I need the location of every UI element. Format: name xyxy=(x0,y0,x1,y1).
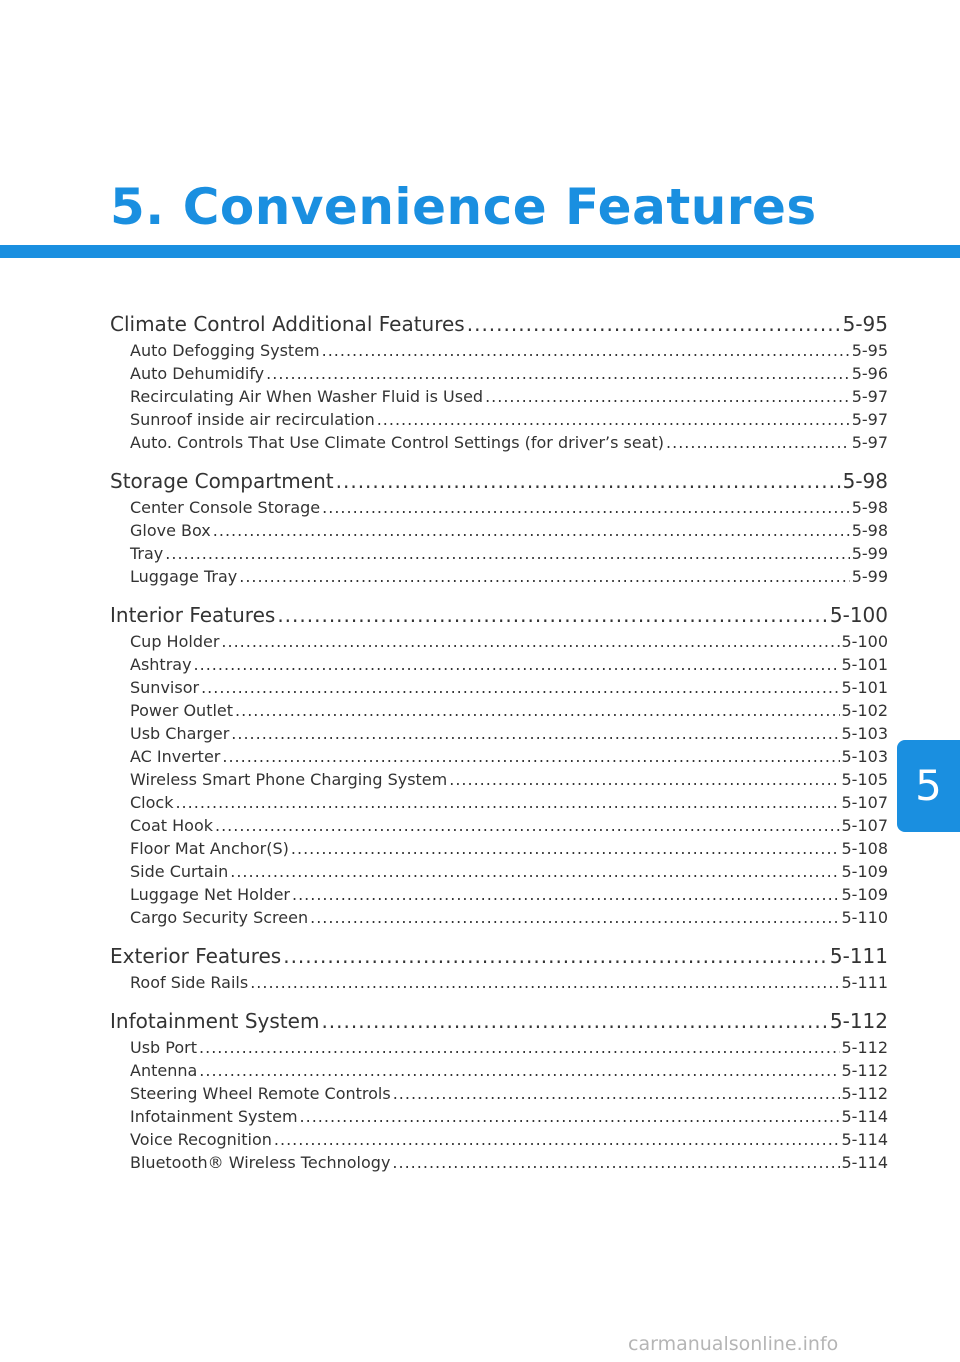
toc-entry-page: 5-114 xyxy=(841,1153,888,1172)
toc-entry-page: 5-98 xyxy=(851,498,888,517)
toc-entry-page: 5-95 xyxy=(851,341,888,360)
toc-leader-dots xyxy=(194,653,840,676)
toc-leader-dots xyxy=(485,385,850,408)
toc-entry-label: Auto Dehumidify xyxy=(130,364,265,383)
toc-leader-dots xyxy=(201,676,839,699)
toc-section-page: 5-98 xyxy=(842,469,888,493)
toc-leader-dots xyxy=(666,431,850,454)
toc-entry[interactable] xyxy=(110,791,888,814)
toc-entry[interactable] xyxy=(110,1128,888,1151)
chapter-title: 5. Convenience Features xyxy=(110,178,817,236)
toc-entry[interactable] xyxy=(110,385,888,408)
toc-entry[interactable] xyxy=(110,906,888,929)
toc-entry-label: Steering Wheel Remote Controls xyxy=(130,1084,391,1103)
toc-entry-page: 5-97 xyxy=(851,387,888,406)
toc-entry-label: Usb Charger xyxy=(130,724,230,743)
toc-entry[interactable] xyxy=(110,630,888,653)
toc-leader-dots xyxy=(165,542,849,565)
toc-entry[interactable] xyxy=(110,814,888,837)
toc-entry-label: Auto. Controls That Use Climate Control Settings (for driver’s seat) xyxy=(130,433,665,452)
toc-entry-page: 5-97 xyxy=(851,410,888,429)
toc-entry[interactable] xyxy=(110,519,888,542)
toc-section xyxy=(110,466,888,588)
toc-leader-dots xyxy=(322,496,850,519)
toc-leader-dots xyxy=(250,971,839,994)
toc-leader-dots xyxy=(393,1082,840,1105)
toc-section xyxy=(110,1006,888,1174)
toc-entry[interactable] xyxy=(110,339,888,362)
toc-entry-label: Luggage Net Holder xyxy=(130,885,290,904)
toc-entry-label: Power Outlet xyxy=(130,701,234,720)
toc-section-title: Exterior Features xyxy=(110,944,282,968)
toc-entry-page: 5-111 xyxy=(841,973,888,992)
toc-entry-label: Tray xyxy=(130,544,164,563)
toc-entry-label: Sunvisor xyxy=(130,678,200,697)
toc-section-heading[interactable] xyxy=(110,1006,888,1036)
toc-leader-dots xyxy=(215,814,840,837)
toc-entry-label: Sunroof inside air recirculation xyxy=(130,410,375,429)
toc-entry-label: Floor Mat Anchor(S) xyxy=(130,839,289,858)
toc-leader-dots xyxy=(449,768,839,791)
toc-entry[interactable] xyxy=(110,745,888,768)
toc-entry-page: 5-112 xyxy=(841,1084,888,1103)
toc-entry-label: Usb Port xyxy=(130,1038,198,1057)
toc-leader-dots xyxy=(266,362,850,385)
toc-section-page: 5-100 xyxy=(829,603,888,627)
toc-entry-page: 5-114 xyxy=(841,1107,888,1126)
toc-leader-dots xyxy=(239,565,849,588)
toc-section-heading[interactable] xyxy=(110,600,888,630)
toc-entry-page: 5-112 xyxy=(841,1038,888,1057)
chapter-tab[interactable]: 5 xyxy=(897,740,960,832)
toc-entry-page: 5-109 xyxy=(841,885,888,904)
toc-leader-dots xyxy=(392,1151,839,1174)
toc-entry-page: 5-101 xyxy=(841,678,888,697)
toc-entry-label: Wireless Smart Phone Charging System xyxy=(130,770,448,789)
toc-entry[interactable] xyxy=(110,883,888,906)
toc-entry-label: Roof Side Rails xyxy=(130,973,249,992)
toc-leader-dots xyxy=(230,860,839,883)
toc-entry-page: 5-103 xyxy=(841,747,888,766)
toc-entry[interactable] xyxy=(110,431,888,454)
toc-entry-label: Ashtray xyxy=(130,655,192,674)
toc-leader-dots xyxy=(377,408,850,431)
toc-section xyxy=(110,600,888,929)
toc-entry[interactable] xyxy=(110,542,888,565)
toc-section-heading[interactable] xyxy=(110,466,888,496)
toc-entry[interactable] xyxy=(110,676,888,699)
toc-leader-dots xyxy=(199,1059,839,1082)
toc-entry-label: AC Inverter xyxy=(130,747,221,766)
toc-entry-page: 5-102 xyxy=(841,701,888,720)
toc-entry[interactable] xyxy=(110,1105,888,1128)
toc-section xyxy=(110,309,888,454)
toc-entry[interactable] xyxy=(110,362,888,385)
toc-entry-label: Luggage Tray xyxy=(130,567,238,586)
toc-entry-page: 5-110 xyxy=(841,908,888,927)
toc-entry[interactable] xyxy=(110,565,888,588)
toc-entry-page: 5-96 xyxy=(851,364,888,383)
toc-entry-label: Auto Defogging System xyxy=(130,341,320,360)
toc-entry[interactable] xyxy=(110,1082,888,1105)
toc-section-title: Infotainment System xyxy=(110,1009,320,1033)
toc-entry-page: 5-108 xyxy=(841,839,888,858)
toc-leader-dots xyxy=(199,1036,839,1059)
toc-entry-page: 5-109 xyxy=(841,862,888,881)
toc-leader-dots xyxy=(277,600,828,630)
toc-entry-page: 5-107 xyxy=(841,816,888,835)
toc-entry-page: 5-107 xyxy=(841,793,888,812)
toc-entry-label: Infotainment System xyxy=(130,1107,298,1126)
toc-entry-label: Cargo Security Screen xyxy=(130,908,309,927)
toc-entry[interactable] xyxy=(110,768,888,791)
toc-entry-page: 5-99 xyxy=(851,544,888,563)
toc-entry-page: 5-112 xyxy=(841,1061,888,1080)
toc-entry[interactable] xyxy=(110,1059,888,1082)
toc-entry-label: Clock xyxy=(130,793,174,812)
toc-leader-dots xyxy=(213,519,850,542)
toc-leader-dots xyxy=(235,699,839,722)
toc-leader-dots xyxy=(221,630,839,653)
toc-section-heading[interactable] xyxy=(110,309,888,339)
toc-entry-page: 5-97 xyxy=(851,433,888,452)
toc-leader-dots xyxy=(310,906,839,929)
toc-entry-label: Glove Box xyxy=(130,521,211,540)
toc-leader-dots xyxy=(292,883,840,906)
toc-entry-label: Coat Hook xyxy=(130,816,213,835)
toc-entry-label: Center Console Storage xyxy=(130,498,321,517)
toc-entry-page: 5-105 xyxy=(841,770,888,789)
table-of-contents xyxy=(110,309,888,1186)
toc-entry[interactable] xyxy=(110,408,888,431)
toc-entry[interactable] xyxy=(110,860,888,883)
toc-entry-page: 5-101 xyxy=(841,655,888,674)
toc-section-heading[interactable] xyxy=(110,941,888,971)
toc-leader-dots xyxy=(231,722,839,745)
toc-entry[interactable] xyxy=(110,722,888,745)
toc-entry[interactable] xyxy=(110,837,888,860)
toc-section-title: Storage Compartment xyxy=(110,469,334,493)
toc-entry-page: 5-98 xyxy=(851,521,888,540)
toc-leader-dots xyxy=(283,941,828,971)
toc-entry-label: Antenna xyxy=(130,1061,198,1080)
toc-entry[interactable] xyxy=(110,699,888,722)
toc-entry[interactable] xyxy=(110,496,888,519)
toc-leader-dots xyxy=(336,466,841,496)
toc-leader-dots xyxy=(291,837,840,860)
toc-leader-dots xyxy=(321,1006,827,1036)
toc-entry-label: Recirculating Air When Washer Fluid is Used xyxy=(130,387,484,406)
toc-entry-label: Side Curtain xyxy=(130,862,229,881)
toc-entry[interactable] xyxy=(110,1151,888,1174)
toc-leader-dots xyxy=(322,339,850,362)
toc-section xyxy=(110,941,888,994)
toc-entry-page: 5-103 xyxy=(841,724,888,743)
watermark: carmanualsonline.info xyxy=(628,1333,839,1355)
toc-entry-label: Bluetooth® Wireless Technology xyxy=(130,1153,391,1172)
toc-leader-dots xyxy=(300,1105,840,1128)
toc-entry-label: Voice Recognition xyxy=(130,1130,272,1149)
toc-section-page: 5-111 xyxy=(829,944,888,968)
title-divider xyxy=(0,245,960,258)
toc-entry-page: 5-100 xyxy=(841,632,888,651)
toc-entry[interactable] xyxy=(110,653,888,676)
toc-entry[interactable] xyxy=(110,971,888,994)
toc-entry-page: 5-99 xyxy=(851,567,888,586)
toc-leader-dots xyxy=(467,309,841,339)
toc-section-title: Interior Features xyxy=(110,603,276,627)
toc-section-page: 5-95 xyxy=(842,312,888,336)
toc-section-title: Climate Control Additional Features xyxy=(110,312,465,336)
toc-leader-dots xyxy=(175,791,839,814)
toc-leader-dots xyxy=(274,1128,840,1151)
toc-entry-label: Cup Holder xyxy=(130,632,220,651)
toc-section-page: 5-112 xyxy=(829,1009,888,1033)
toc-entry[interactable] xyxy=(110,1036,888,1059)
toc-entry-page: 5-114 xyxy=(841,1130,888,1149)
toc-leader-dots xyxy=(222,745,839,768)
